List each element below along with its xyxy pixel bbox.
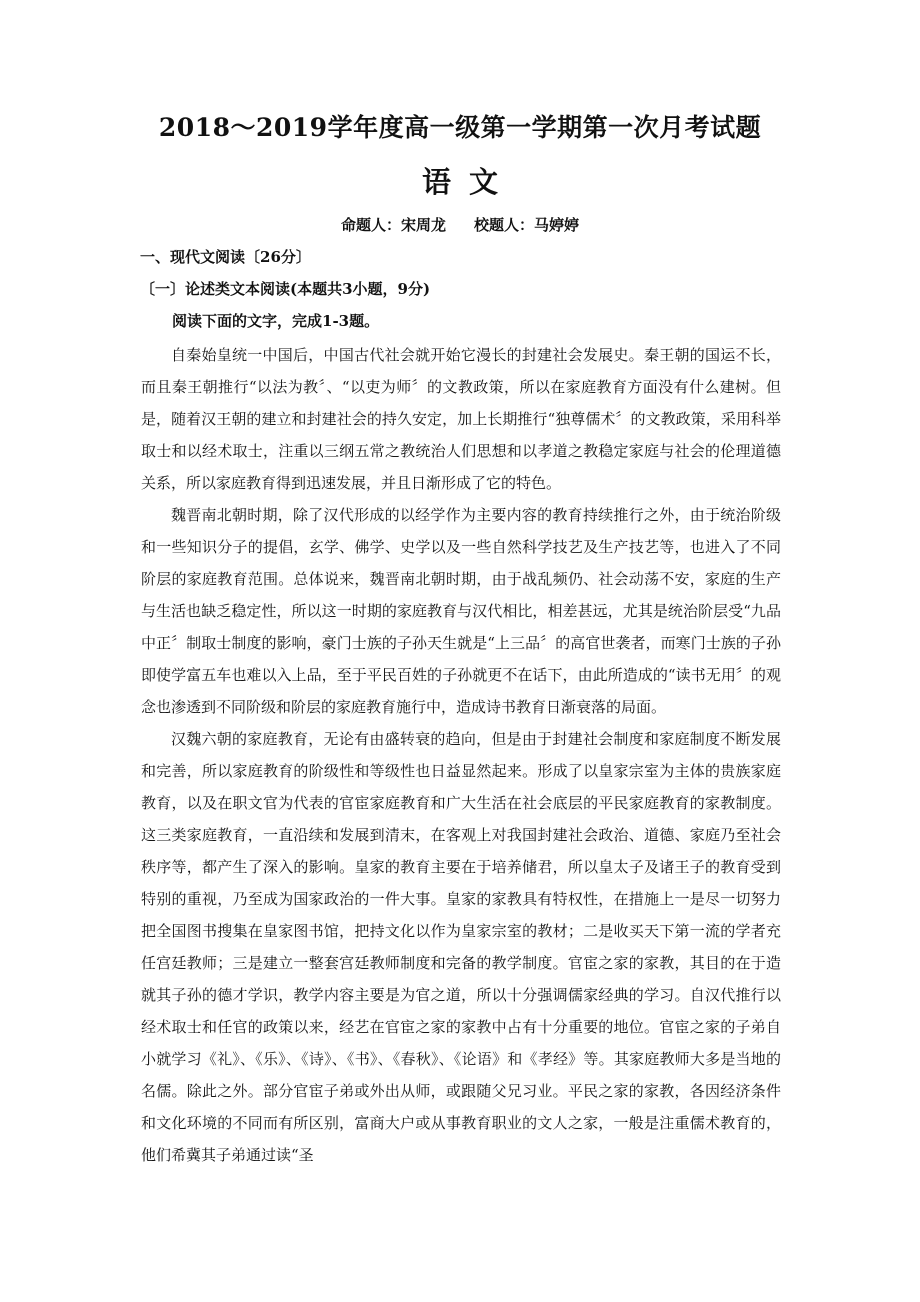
passage-paragraph-3: 汉魏六朝的家庭教育，无论有由盛转衰的趋向，但是由于封建社会制度和家庭制度不断发展和完善，所以家庭教育的阶级性和等级性也日益显然起来。形成了以皇家宗室为主体的贵族家庭教育，以及在职文官为代表的官宦家庭教育和广大生活在社会底层的平民家庭教育的家教制度。这三类家庭教育，一直沿续和发展到清末，在客观上对我国封建社会政治、道德、家庭乃至社会秩序等，都产生了深入的影响。皇家的教育主要在于培养储君，所以皇太子及诸王子的教育受到特别的重视，乃至成为国家政治的一件大事。皇家的家教具有特权性，在措施上一是尽一切努力把全国图书搜集在皇家图书馆，把持文化以作为皇家宗室的教材；二是收买天下第一流的学者充任宫廷教师；三是建立一整套宫廷教师制度和完备的教学制度。官宦之家的家教，其目的在于造就其子孙的德才学识，教学内容主要是为官之道，所以十分强调儒家经典的学习。自汉代推行以经术取士和任官的政策以来，经艺在官宦之家的家教中占有十分重要的地位。官宦之家的子弟自小就学习《礼》、《乐》、《诗》、《书》、《春秋》、《论语》和《孝经》等。其家庭教师大多是当地的名儒。除此之外。部分官宦子弟或外出从师，或跟随父兄习业。平民之家的家教，各因经济条件和文化环境的不同而有所区别，富商大户或从事教育职业的文人之家，一般是注重儒术教育的，他们希冀其子弟通过读“圣 — [141, 730, 781, 1164]
passage-paragraph-1: 自秦始皇统一中国后，中国古代社会就开始它漫长的封建社会发展史。秦王朝的国运不长，而且秦王朝推行“以法为教〞、“以吏为师〞的文教政策，所以在家庭教育方面没有什么建树。但是，随着汉王朝的建立和封建社会的持久安定，加上长期推行“独尊儒术〞的文教政策，采用科举取士和以经术取士，注重以三纲五常之教统治人们思想和以孝道之教稳定家庭与社会的伦理道德关系，所以家庭教育得到迅速发展，并且日渐形成了它的特色。 — [141, 346, 781, 492]
exam-title: 2018～2019学年度高一级第一学期第一次月考试题 — [158, 113, 762, 142]
setter-name: 命题人：宋周龙 — [340, 216, 446, 234]
checker-name: 校题人：马婷婷 — [474, 216, 580, 234]
section-heading: 一、现代文阅读〔26分〕 — [140, 248, 311, 266]
reading-passage — [141, 339, 781, 1171]
authors-line — [0, 214, 920, 235]
subsection-heading: 〔一〕论述类文本阅读(本题共3小题，9分) — [140, 280, 431, 298]
reading-instruction: 阅读下面的文字，完成1-3题。 — [172, 312, 380, 330]
passage-paragraph-2: 魏晋南北朝时期，除了汉代形成的以经学作为主要内容的教育持续推行之外，由于统治阶级和一些知识分子的提倡，玄学、佛学、史学以及一些自然科学技艺及生产技艺等，也进入了不同阶层的家庭教育范围。总体说来，魏晋南北朝时期，由于战乱频仍、社会动荡不安，家庭的生产与生活也缺乏稳定性，所以这一时期的家庭教育与汉代相比，相差甚远，尤其是统治阶层受“九品中正〞制取士制度的影响，豪门士族的子孙天生就是“上三品〞的高官世袭者，而寒门士族的子孙即使学富五车也难以入上品，至于平民百姓的子孙就更不在话下，由此所造成的“读书无用〞的观念也渗透到不同阶级和阶层的家庭教育施行中，造成诗书教育日渐衰落的局面。 — [141, 506, 781, 716]
subject-title: 语文 — [421, 165, 516, 199]
